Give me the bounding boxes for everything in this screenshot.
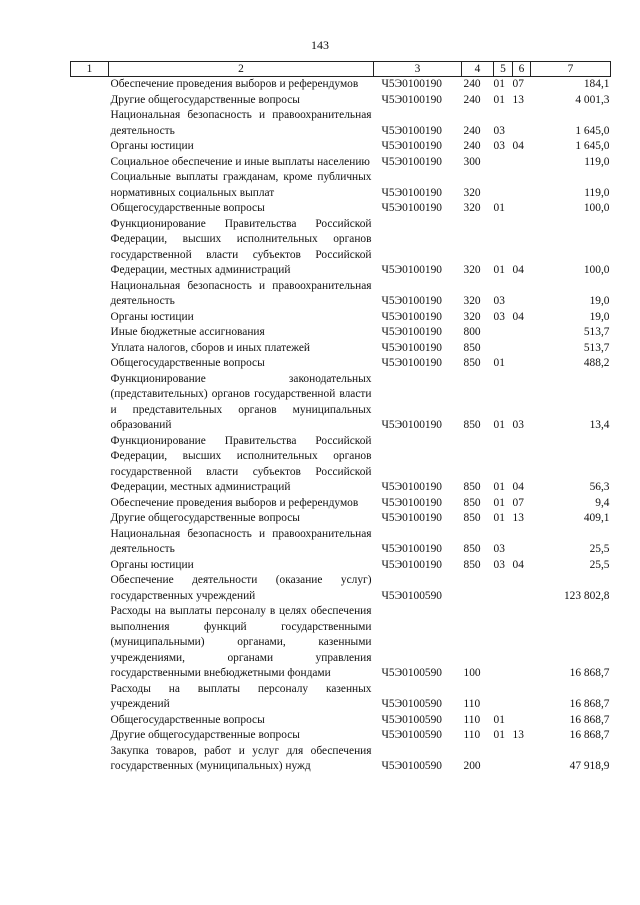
cell-expense-type: 110 bbox=[463, 729, 481, 741]
cell-target-code: Ч5Э0100190 bbox=[381, 496, 442, 509]
cell-item-name: Обеспечение проведения выборов и референдумов bbox=[110, 496, 359, 509]
cell-section: 03 bbox=[493, 124, 505, 137]
column-header-6: 6 bbox=[513, 62, 531, 77]
table-row bbox=[71, 604, 611, 682]
cell-target-code: Ч5Э0100190 bbox=[381, 512, 442, 524]
table-body bbox=[71, 77, 611, 775]
header-row bbox=[71, 62, 611, 77]
cell-target-code: Ч5Э0100190 bbox=[381, 481, 442, 493]
cell-subsection bbox=[513, 279, 531, 310]
cell-number bbox=[71, 217, 109, 279]
cell-subsection bbox=[513, 170, 531, 201]
cell-item-name: Общегосударственные вопросы bbox=[110, 357, 265, 369]
cell-number bbox=[71, 744, 109, 775]
cell-item-name: Функционирование Правительства Российской Федерации, высших исполнительных органов государственной власти субъектов Российской Федерации, местных администраций bbox=[110, 434, 372, 493]
table-row bbox=[71, 682, 611, 713]
table-row bbox=[71, 744, 611, 775]
cell-section: 01 bbox=[493, 357, 505, 369]
cell-target-code: Ч5Э0100190 bbox=[381, 419, 442, 431]
cell-expense-type: 850 bbox=[463, 543, 481, 555]
cell-expense-type: 240 bbox=[463, 124, 481, 137]
cell-section: 03 bbox=[493, 140, 505, 152]
cell-number bbox=[71, 93, 109, 109]
cell-subsection bbox=[513, 573, 531, 604]
cell-number bbox=[71, 170, 109, 201]
cell-target-code: Ч5Э0100190 bbox=[381, 341, 442, 354]
cell-target-code: Ч5Э0100590 bbox=[381, 589, 442, 602]
cell-number bbox=[71, 139, 109, 155]
cell-subsection bbox=[513, 341, 531, 357]
cell-amount: 19,0 bbox=[589, 310, 610, 323]
cell-number bbox=[71, 604, 109, 682]
cell-expense-type: 110 bbox=[463, 713, 481, 726]
cell-number bbox=[71, 372, 109, 434]
cell-expense-type bbox=[462, 573, 494, 604]
cell-subsection: 04 bbox=[512, 264, 524, 276]
cell-number bbox=[71, 310, 109, 326]
cell-subsection bbox=[513, 682, 531, 713]
cell-number bbox=[71, 573, 109, 604]
cell-amount: 16 868,7 bbox=[569, 713, 610, 726]
cell-amount: 513,7 bbox=[583, 326, 610, 338]
cell-target-code: Ч5Э0100190 bbox=[381, 140, 442, 152]
cell-amount: 25,5 bbox=[589, 543, 610, 555]
cell-subsection bbox=[513, 713, 531, 729]
cell-amount: 184,1 bbox=[583, 78, 610, 90]
cell-expense-type: 320 bbox=[463, 295, 481, 307]
table-row bbox=[71, 356, 611, 372]
cell-number bbox=[71, 341, 109, 357]
cell-amount: 100,0 bbox=[583, 202, 610, 214]
cell-section bbox=[494, 170, 513, 201]
cell-section bbox=[494, 604, 513, 682]
table-row bbox=[71, 77, 611, 93]
cell-item-name: Уплата налогов, сборов и иных платежей bbox=[110, 341, 310, 354]
table-row bbox=[71, 170, 611, 201]
cell-subsection bbox=[513, 744, 531, 775]
cell-item-name: Органы юстиции bbox=[110, 140, 194, 152]
cell-section bbox=[494, 682, 513, 713]
column-header-4: 4 bbox=[462, 62, 494, 77]
cell-section bbox=[494, 341, 513, 357]
cell-section bbox=[494, 325, 513, 341]
cell-amount: 13,4 bbox=[589, 419, 610, 431]
table-row bbox=[71, 558, 611, 574]
column-header-1: 1 bbox=[71, 62, 109, 77]
cell-item-name: Расходы на выплаты персоналу в целях обеспечения выполнения функций государственными (муниципальными) органами, казенными учреждениями, органами управления государственными внебюджетными фондами bbox=[110, 605, 372, 679]
column-header-3: 3 bbox=[374, 62, 462, 77]
cell-section: 01 bbox=[493, 264, 505, 276]
table-row bbox=[71, 155, 611, 171]
table-row bbox=[71, 279, 611, 310]
cell-item-name: Обеспечение деятельности (оказание услуг) государственных учреждений bbox=[110, 574, 372, 602]
cell-target-code: Ч5Э0100190 bbox=[381, 543, 442, 555]
cell-section: 01 bbox=[493, 202, 505, 214]
table-row bbox=[71, 341, 611, 357]
cell-target-code: Ч5Э0100590 bbox=[381, 760, 442, 772]
page-number: 143 bbox=[311, 38, 329, 52]
cell-item-name: Общегосударственные вопросы bbox=[110, 713, 265, 726]
cell-amount: 16 868,7 bbox=[569, 667, 610, 679]
cell-number bbox=[71, 356, 109, 372]
cell-item-name: Функционирование законодательных (представительных) органов государственной власти и представительных органов муниципальных образований bbox=[110, 372, 372, 431]
cell-expense-type: 850 bbox=[463, 496, 481, 509]
cell-item-name: Национальная безопасность и правоохранительная деятельность bbox=[110, 109, 372, 137]
table-row bbox=[71, 325, 611, 341]
cell-expense-type: 850 bbox=[463, 341, 481, 354]
cell-item-name: Иные бюджетные ассигнования bbox=[110, 326, 265, 338]
cell-amount: 513,7 bbox=[583, 341, 610, 354]
cell-amount: 25,5 bbox=[589, 558, 610, 571]
cell-target-code: Ч5Э0100190 bbox=[381, 310, 442, 323]
cell-target-code: Ч5Э0100190 bbox=[381, 202, 442, 214]
cell-expense-type: 320 bbox=[463, 202, 481, 214]
cell-amount: 119,0 bbox=[584, 186, 610, 199]
cell-expense-type: 240 bbox=[463, 140, 481, 152]
cell-amount: 100,0 bbox=[583, 264, 610, 276]
cell-subsection bbox=[513, 356, 531, 372]
cell-expense-type: 240 bbox=[463, 78, 481, 90]
cell-amount: 1 645,0 bbox=[575, 140, 610, 152]
table-row bbox=[71, 713, 611, 729]
cell-amount: 1 645,0 bbox=[575, 124, 610, 137]
column-header-5: 5 bbox=[494, 62, 513, 77]
cell-expense-type: 320 bbox=[463, 264, 481, 276]
cell-item-name: Расходы на выплаты персоналу казенных учреждений bbox=[110, 682, 372, 710]
cell-expense-type: 800 bbox=[463, 326, 481, 338]
table-row bbox=[71, 511, 611, 527]
cell-subsection: 13 bbox=[512, 729, 524, 741]
cell-item-name: Обеспечение проведения выборов и референдумов bbox=[110, 78, 359, 90]
cell-target-code: Ч5Э0100190 bbox=[381, 186, 442, 199]
cell-expense-type: 320 bbox=[463, 310, 481, 323]
budget-table bbox=[70, 61, 611, 775]
cell-section: 03 bbox=[493, 558, 505, 571]
table-row bbox=[71, 310, 611, 326]
cell-item-name: Органы юстиции bbox=[110, 558, 194, 571]
table-row bbox=[71, 139, 611, 155]
cell-subsection bbox=[513, 604, 531, 682]
cell-expense-type: 850 bbox=[463, 357, 481, 369]
cell-number bbox=[71, 108, 109, 139]
cell-amount: 56,3 bbox=[589, 481, 610, 493]
cell-section: 01 bbox=[493, 93, 505, 106]
cell-target-code: Ч5Э0100190 bbox=[381, 264, 442, 276]
cell-number bbox=[71, 558, 109, 574]
cell-expense-type: 850 bbox=[463, 558, 481, 571]
cell-subsection bbox=[513, 155, 531, 171]
cell-target-code: Ч5Э0100590 bbox=[381, 713, 442, 726]
cell-subsection: 07 bbox=[512, 496, 524, 509]
cell-section: 03 bbox=[493, 543, 505, 555]
cell-number bbox=[71, 728, 109, 744]
cell-number bbox=[71, 527, 109, 558]
cell-number bbox=[71, 713, 109, 729]
cell-subsection: 13 bbox=[512, 93, 524, 106]
cell-subsection: 07 bbox=[512, 78, 524, 90]
cell-subsection bbox=[513, 527, 531, 558]
cell-amount: 9,4 bbox=[595, 496, 610, 509]
column-header-2: 2 bbox=[109, 62, 374, 77]
cell-item-name: Органы юстиции bbox=[110, 310, 194, 323]
cell-number bbox=[71, 279, 109, 310]
table-row bbox=[71, 434, 611, 496]
cell-item-name: Национальная безопасность и правоохранительная деятельность bbox=[110, 527, 372, 555]
cell-target-code: Ч5Э0100190 bbox=[381, 155, 442, 168]
cell-target-code: Ч5Э0100190 bbox=[381, 93, 442, 106]
cell-target-code: Ч5Э0100590 bbox=[381, 667, 442, 679]
cell-number bbox=[71, 77, 109, 93]
cell-section bbox=[494, 573, 513, 604]
cell-item-name: Закупка товаров, работ и услуг для обеспечения государственных (муниципальных) нужд bbox=[110, 744, 372, 772]
cell-amount: 19,0 bbox=[589, 295, 610, 307]
cell-amount: 4 001,3 bbox=[575, 93, 610, 106]
cell-target-code: Ч5Э0100190 bbox=[381, 295, 442, 307]
cell-section: 01 bbox=[493, 419, 505, 431]
cell-number bbox=[71, 434, 109, 496]
cell-expense-type: 200 bbox=[463, 760, 481, 772]
cell-section: 03 bbox=[493, 310, 505, 323]
cell-expense-type: 100 bbox=[463, 667, 481, 679]
cell-amount: 123 802,8 bbox=[563, 589, 610, 602]
cell-expense-type: 850 bbox=[463, 512, 481, 524]
cell-target-code: Ч5Э0100190 bbox=[381, 124, 442, 137]
table-row bbox=[71, 372, 611, 434]
cell-expense-type: 320 bbox=[463, 186, 481, 199]
table-row bbox=[71, 728, 611, 744]
cell-expense-type: 850 bbox=[463, 481, 481, 493]
cell-subsection: 03 bbox=[512, 419, 524, 431]
cell-subsection: 04 bbox=[512, 481, 524, 493]
table-row bbox=[71, 573, 611, 604]
table-row bbox=[71, 93, 611, 109]
cell-item-name: Общегосударственные вопросы bbox=[110, 202, 265, 214]
cell-section bbox=[494, 155, 513, 171]
cell-section: 01 bbox=[493, 512, 505, 524]
cell-amount: 409,1 bbox=[583, 512, 610, 524]
cell-expense-type: 110 bbox=[463, 698, 481, 710]
cell-amount: 16 868,7 bbox=[569, 698, 610, 710]
cell-number bbox=[71, 511, 109, 527]
cell-item-name: Социальное обеспечение и иные выплаты населению bbox=[110, 155, 370, 168]
cell-target-code: Ч5Э0100590 bbox=[381, 729, 442, 741]
cell-number bbox=[71, 201, 109, 217]
cell-item-name: Социальные выплаты гражданам, кроме публичных нормативных социальных выплат bbox=[110, 171, 372, 199]
cell-amount: 119,0 bbox=[584, 155, 610, 168]
cell-number bbox=[71, 155, 109, 171]
cell-target-code: Ч5Э0100590 bbox=[381, 698, 442, 710]
cell-subsection: 04 bbox=[512, 558, 524, 571]
cell-number bbox=[71, 496, 109, 512]
cell-amount: 488,2 bbox=[583, 357, 610, 369]
cell-item-name: Другие общегосударственные вопросы bbox=[110, 512, 300, 524]
cell-amount: 47 918,9 bbox=[569, 760, 610, 772]
cell-section: 01 bbox=[493, 481, 505, 493]
cell-section: 03 bbox=[493, 295, 505, 307]
cell-section: 01 bbox=[493, 713, 505, 726]
table-row bbox=[71, 496, 611, 512]
table-row bbox=[71, 201, 611, 217]
cell-expense-type: 300 bbox=[463, 155, 481, 168]
cell-section: 01 bbox=[493, 729, 505, 741]
cell-subsection bbox=[513, 325, 531, 341]
cell-item-name: Другие общегосударственные вопросы bbox=[110, 93, 300, 106]
cell-subsection: 13 bbox=[512, 512, 524, 524]
cell-subsection bbox=[513, 201, 531, 217]
cell-section: 01 bbox=[493, 78, 505, 90]
cell-target-code: Ч5Э0100190 bbox=[381, 558, 442, 571]
cell-section: 01 bbox=[493, 496, 505, 509]
cell-target-code: Ч5Э0100190 bbox=[381, 326, 442, 338]
table-row bbox=[71, 108, 611, 139]
cell-subsection: 04 bbox=[512, 310, 524, 323]
cell-target-code: Ч5Э0100190 bbox=[381, 78, 442, 90]
cell-number bbox=[71, 325, 109, 341]
cell-expense-type: 850 bbox=[463, 419, 481, 431]
cell-section bbox=[494, 744, 513, 775]
cell-number bbox=[71, 682, 109, 713]
cell-subsection: 04 bbox=[512, 140, 524, 152]
cell-item-name: Национальная безопасность и правоохранительная деятельность bbox=[110, 279, 372, 307]
table-row bbox=[71, 217, 611, 279]
cell-expense-type: 240 bbox=[463, 93, 481, 106]
cell-subsection bbox=[513, 108, 531, 139]
cell-target-code: Ч5Э0100190 bbox=[381, 357, 442, 369]
cell-item-name: Другие общегосударственные вопросы bbox=[110, 729, 300, 741]
cell-item-name: Функционирование Правительства Российской Федерации, высших исполнительных органов государственной власти субъектов Российской Федерации, местных администраций bbox=[110, 217, 372, 276]
table-row bbox=[71, 527, 611, 558]
cell-amount: 16 868,7 bbox=[569, 729, 610, 741]
column-header-7: 7 bbox=[531, 62, 611, 77]
